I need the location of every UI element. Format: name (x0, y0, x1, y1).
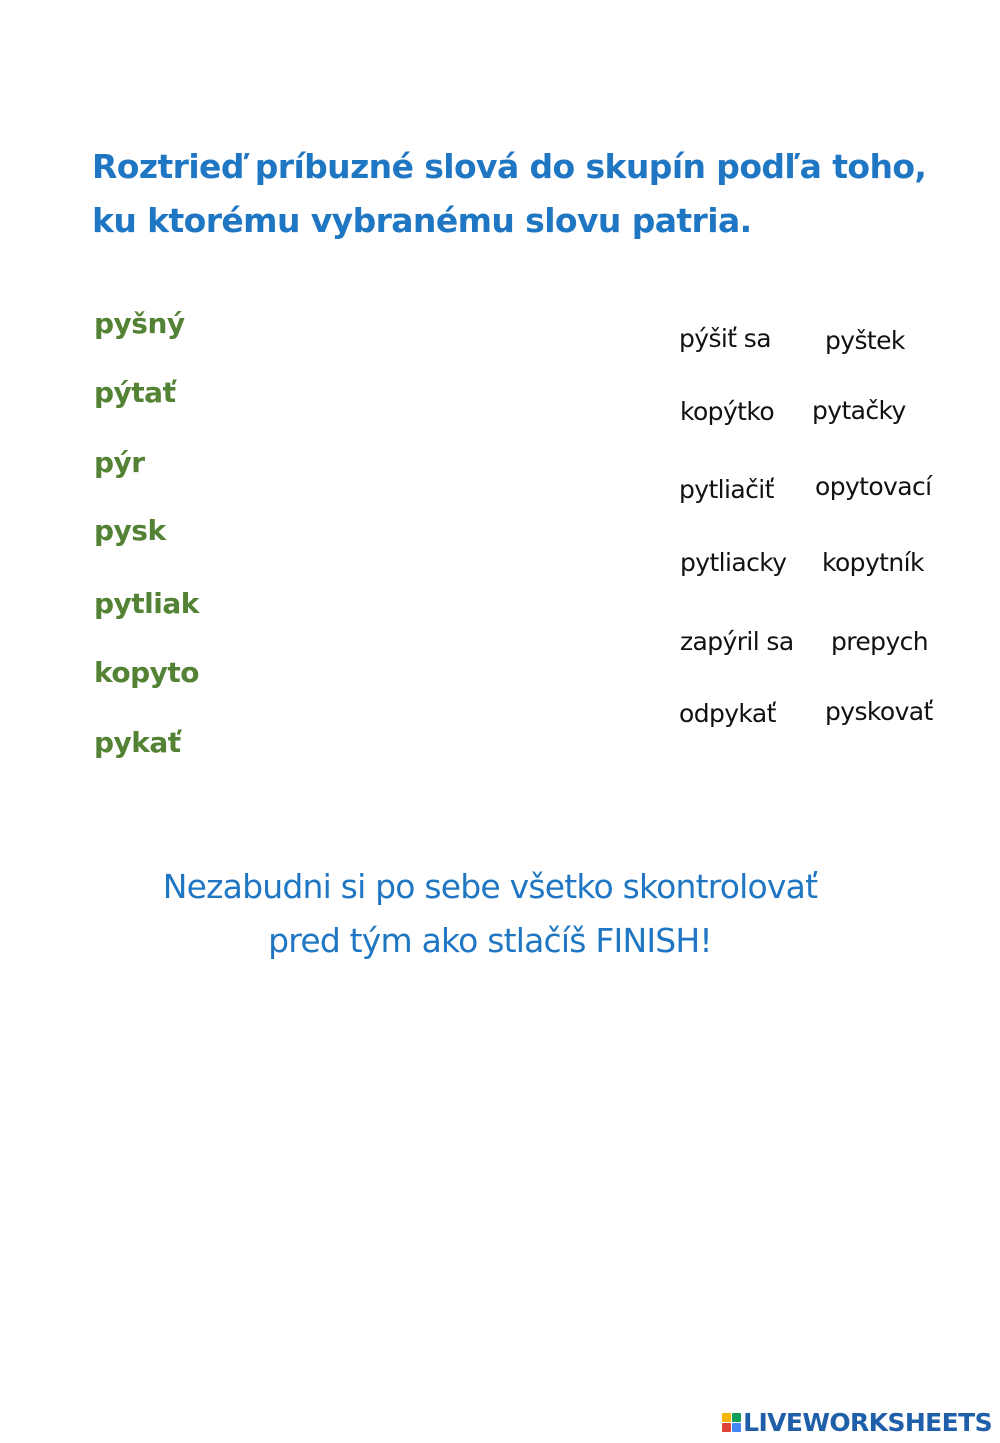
draggable-word-pytacky[interactable]: pytačky (812, 396, 906, 425)
logo-square-blue (732, 1423, 741, 1432)
category-target-pykat[interactable]: pykať (94, 726, 181, 759)
draggable-word-pystek[interactable]: pyštek (825, 326, 905, 355)
draggable-word-kopytnik[interactable]: kopytník (822, 548, 924, 577)
category-target-pytat[interactable]: pýtať (94, 376, 176, 409)
draggable-word-pytliacit[interactable]: pytliačiť (679, 475, 774, 504)
draggable-word-kopytko[interactable]: kopýtko (680, 397, 775, 426)
instruction-line-1: Roztrieď príbuzné slová do skupín podľa toho, (92, 147, 927, 186)
draggable-word-prepych[interactable]: prepych (831, 627, 929, 656)
liveworksheets-logo-icon (722, 1413, 741, 1432)
draggable-word-pysit-sa[interactable]: pýšiť sa (679, 324, 771, 353)
liveworksheets-brand (722, 1408, 992, 1437)
logo-square-green (732, 1413, 741, 1422)
category-target-pysk[interactable]: pysk (94, 514, 166, 547)
brand-name: LIVEWORKSHEETS (743, 1408, 992, 1437)
draggable-word-zapyril-sa[interactable]: zapýril sa (680, 627, 794, 656)
category-target-pytliak[interactable]: pytliak (94, 587, 199, 620)
reminder-text (0, 860, 980, 968)
instruction-line-2: ku ktorému vybranému slovu patria. (92, 201, 752, 240)
category-target-pyr[interactable]: pýr (94, 446, 145, 479)
instruction-title (92, 140, 972, 248)
draggable-word-odpykat[interactable]: odpykať (679, 699, 776, 728)
draggable-word-pytliacky[interactable]: pytliacky (680, 548, 787, 577)
logo-square-red (722, 1423, 731, 1432)
draggable-word-pyskovat[interactable]: pyskovať (825, 697, 933, 726)
category-target-kopyto[interactable]: kopyto (94, 656, 200, 689)
logo-square-yellow (722, 1413, 731, 1422)
draggable-word-opytovaci[interactable]: opytovací (815, 472, 932, 501)
reminder-line-1: Nezabudni si po sebe všetko skontrolovať (162, 867, 818, 906)
reminder-line-2: pred tým ako stlačíš FINISH! (268, 921, 712, 960)
category-target-pysny[interactable]: pyšný (94, 307, 185, 340)
